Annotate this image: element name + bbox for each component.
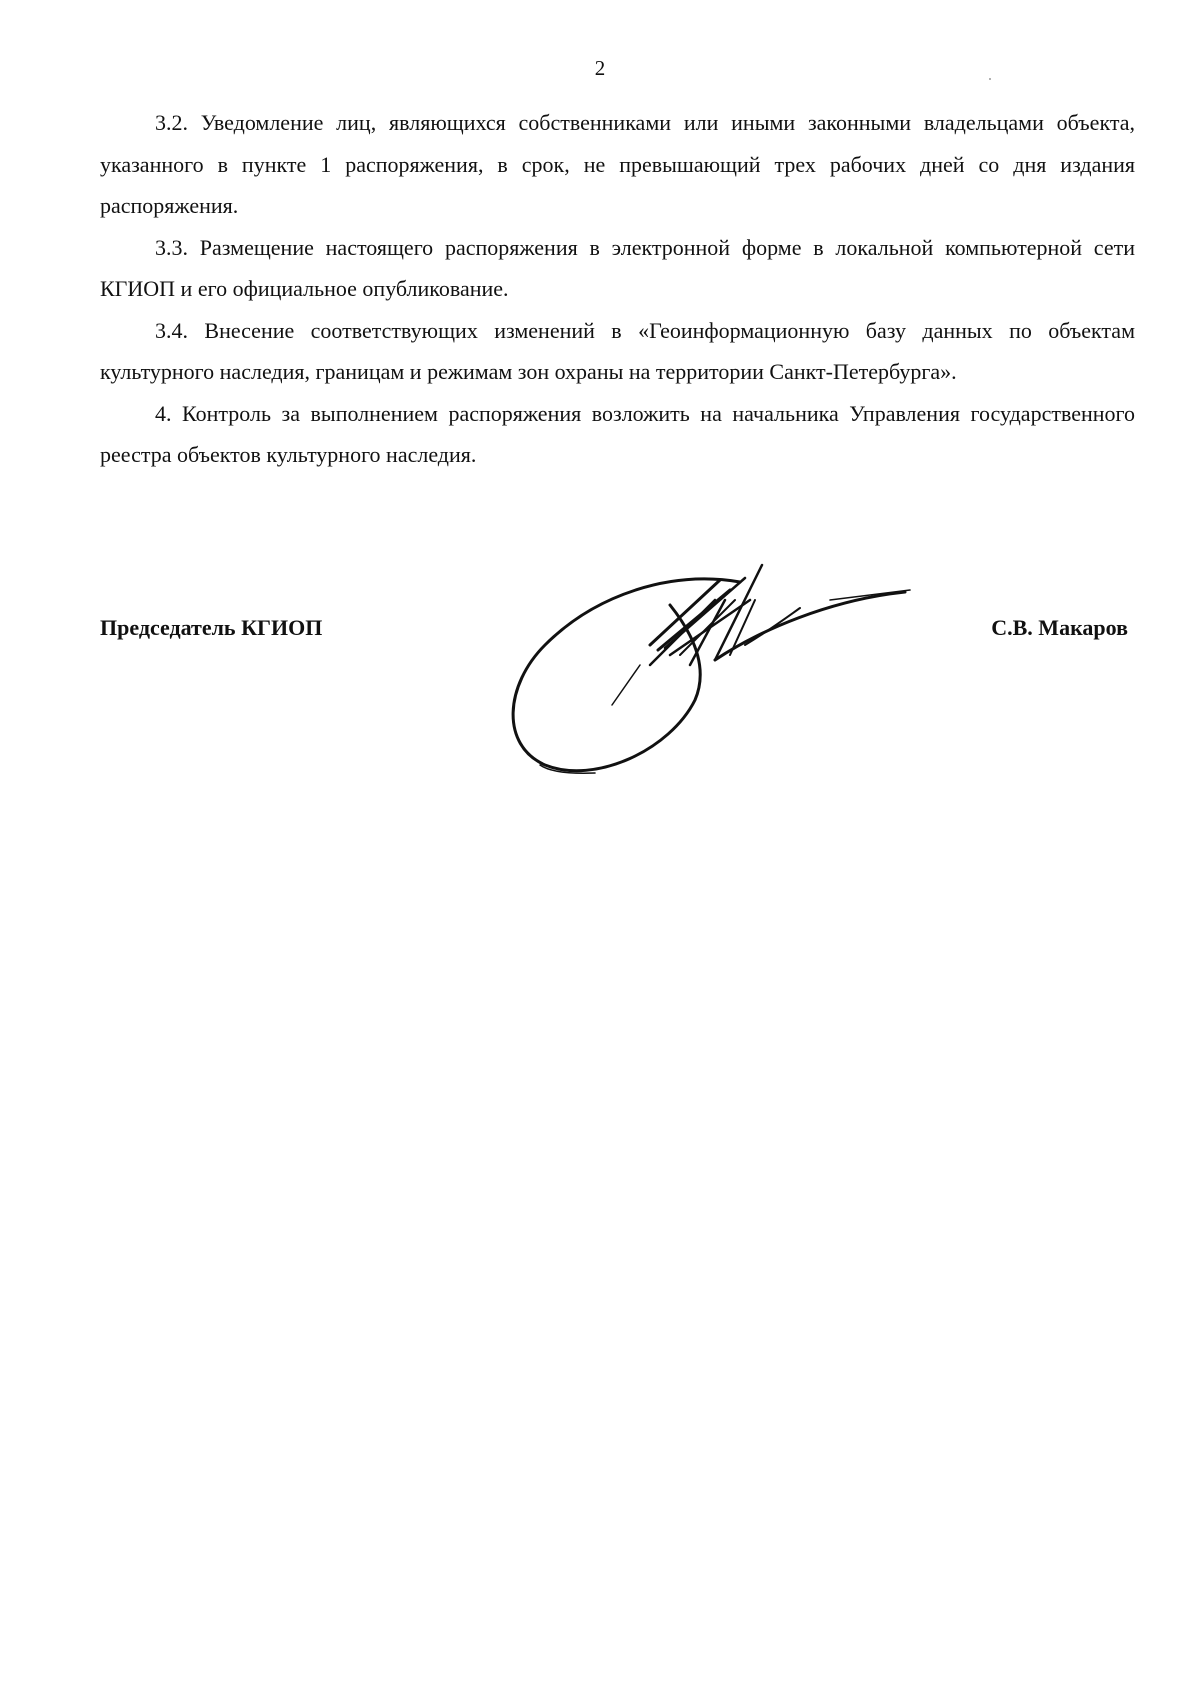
paragraph-4: 4. Контроль за выполнением распоряжения возложить на начальника Управления государственного реестра объектов культурного наследия. xyxy=(100,400,1135,467)
paragraph-3-2: 3.2. Уведомление лиц, являющихся собственниками или иными законными владельцами объекта, указанного в пункте 1 распоряжения, в срок, не превышающий трех рабочих дней со дня издания распоряжения. xyxy=(100,110,1135,218)
document-body xyxy=(100,102,1135,476)
signer-position-title: Председатель КГИОП xyxy=(100,615,323,640)
signer-name: С.В. Макаров xyxy=(991,615,1128,640)
paragraph-3-3: 3.3. Размещение настоящего распоряжения в электронной форме в локальной компьютерной сети КГИОП и его официальное опубликование. xyxy=(100,234,1135,301)
signature-block xyxy=(0,560,1200,790)
scan-artifact-dot xyxy=(989,78,991,80)
paragraph-3-4: 3.4. Внесение соответствующих изменений в «Геоинформационную базу данных по объектам культурного наследия, границам и режимам зон охраны на территории Санкт-Петербурга». xyxy=(100,317,1135,384)
handwritten-signature-icon xyxy=(500,560,1000,790)
page-number: 2 xyxy=(594,56,606,80)
